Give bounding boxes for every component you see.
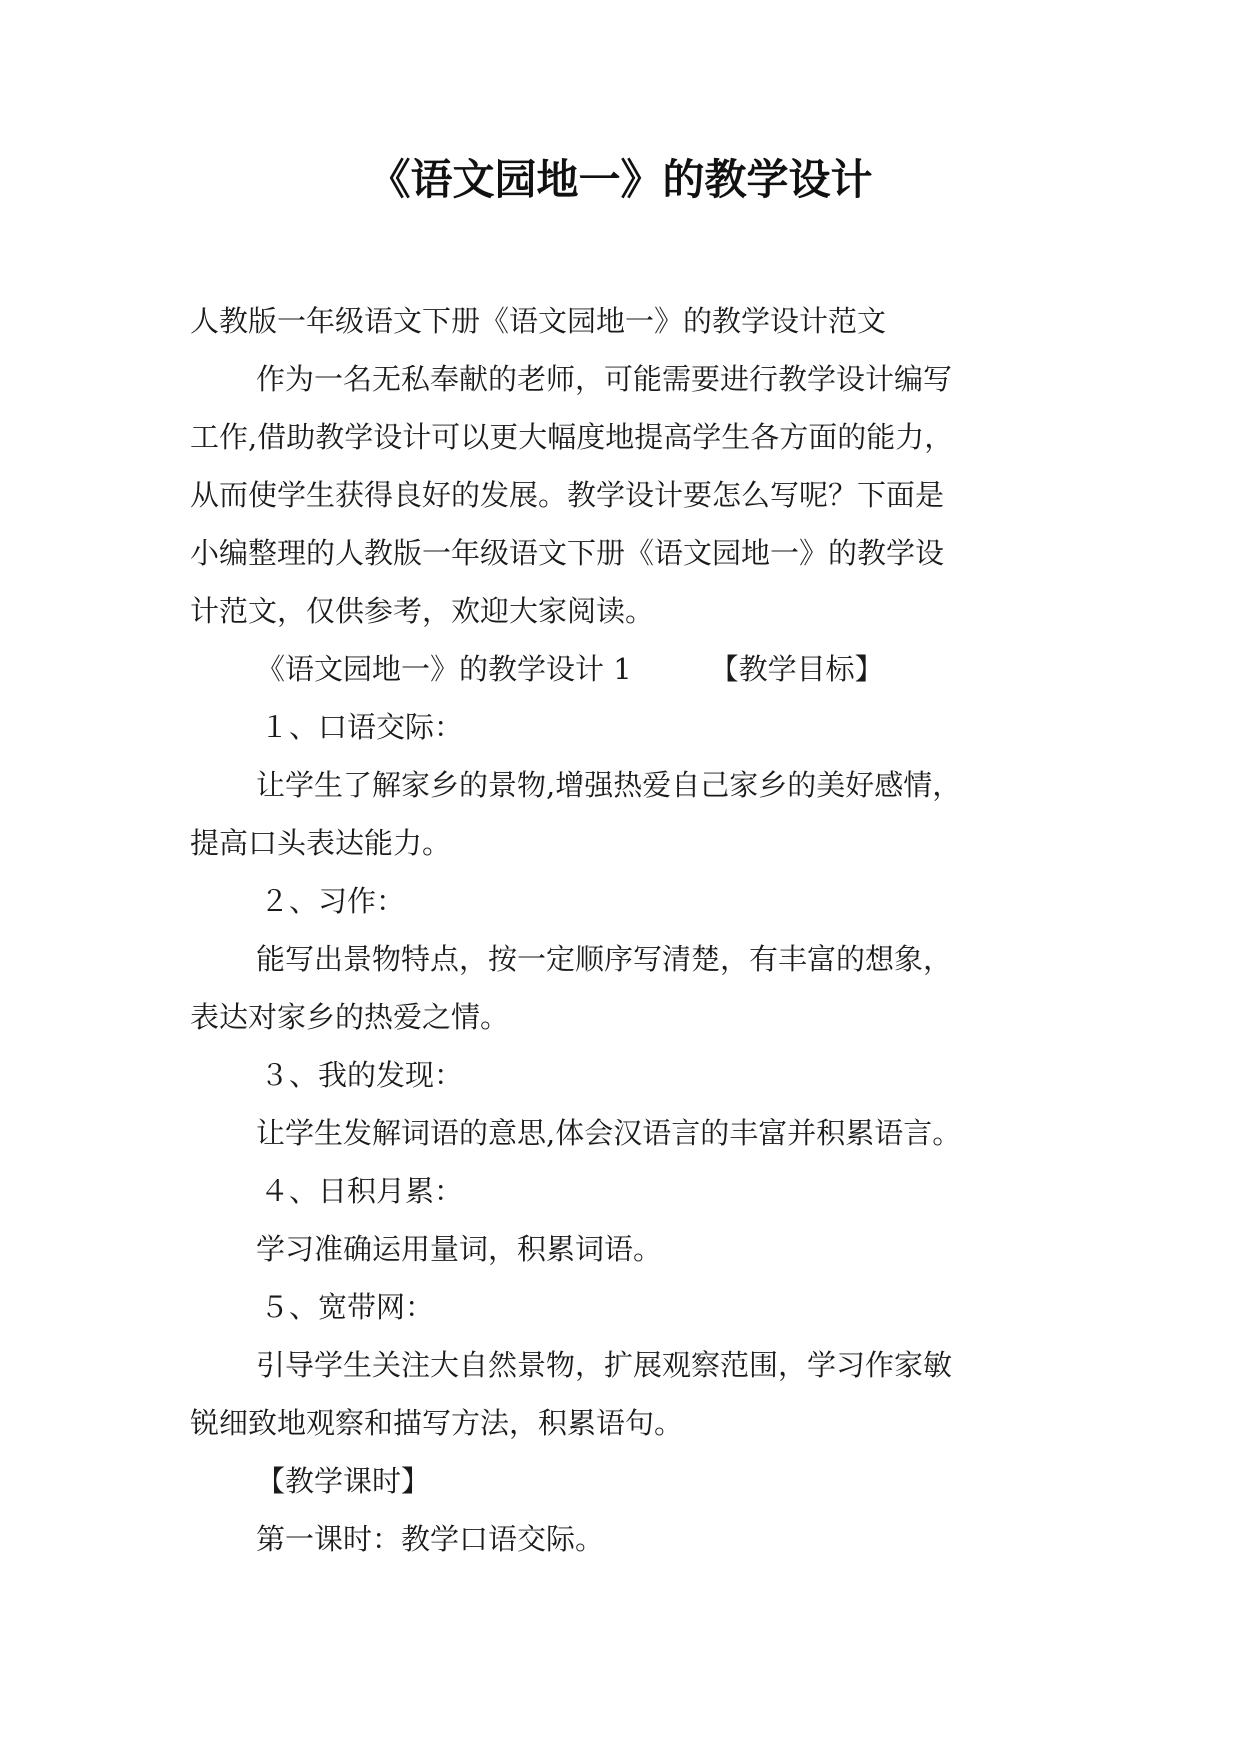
item-text-line: 让学生发解词语的意思,体会汉语言的丰富并积累语言。	[256, 1116, 962, 1150]
paragraph-line: 计范文，仅供参考，欢迎大家阅读。	[190, 594, 655, 628]
item-text-line: 学习准确运用量词，积累词语。	[256, 1232, 663, 1266]
item-text-line: 能写出景物特点，按一定顺序写清楚，有丰富的想象，	[256, 942, 953, 976]
item-text-line: 让学生了解家乡的景物,增强热爱自己家乡的美好感情，	[256, 768, 962, 802]
document-title: 《语文园地一》的教学设计	[368, 155, 873, 204]
item-text-line: 锐细致地观察和描写方法，积累语句。	[190, 1406, 684, 1440]
paragraph-line: 从而使学生获得良好的发展。教学设计要怎么写呢？下面是	[190, 478, 945, 512]
item-label: ５、宽带网：	[260, 1290, 435, 1324]
section-heading-line	[190, 640, 1070, 698]
lesson-heading: 【教学课时】	[256, 1464, 431, 1498]
intro-line: 人教版一年级语文下册《语文园地一》的教学设计范文	[190, 304, 887, 338]
item-text-line: 表达对家乡的热爱之情。	[190, 1000, 510, 1034]
item-label: ４、日积月累：	[260, 1174, 464, 1208]
paragraph-line: 工作,借助教学设计可以更大幅度地提高学生各方面的能力，	[190, 420, 954, 454]
item-label: ３、我的发现：	[260, 1058, 464, 1092]
item-text-line: 引导学生关注大自然景物，扩展观察范围，学习作家敏	[256, 1348, 953, 1382]
item-label: １、口语交际：	[260, 710, 464, 744]
objectives-heading: 【教学目标】	[709, 652, 884, 686]
item-label: ２、习作：	[260, 884, 406, 918]
section-heading: 《语文园地一》的教学设计 1	[256, 652, 632, 686]
document-body	[190, 292, 1070, 1568]
lesson-line: 第一课时：教学口语交际。	[256, 1522, 605, 1556]
paragraph-line: 小编整理的人教版一年级语文下册《语文园地一》的教学设	[190, 536, 945, 570]
paragraph-line: 作为一名无私奉献的老师，可能需要进行教学设计编写	[256, 362, 953, 396]
item-text-line: 提高口头表达能力。	[190, 826, 452, 860]
